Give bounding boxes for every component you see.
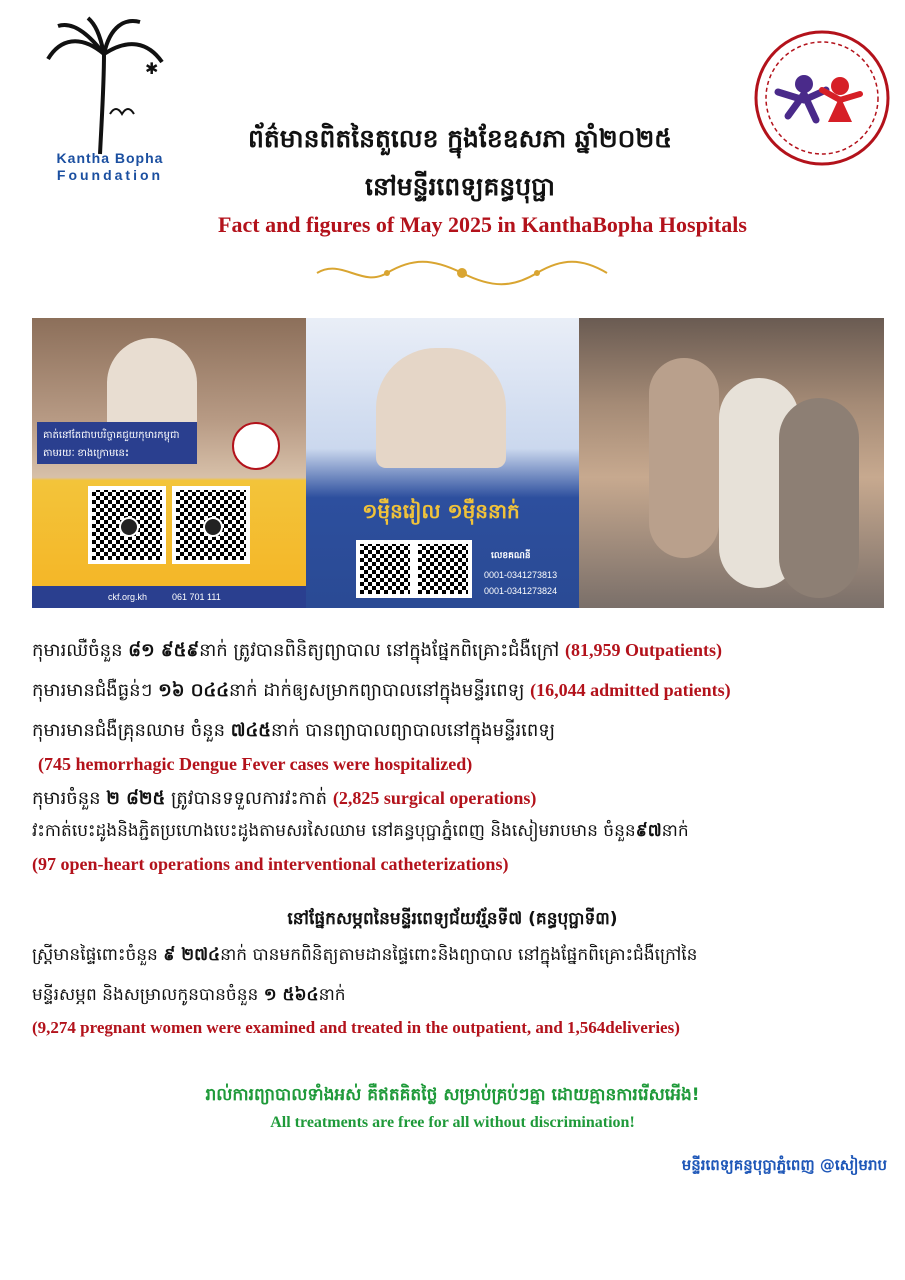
free-notice-english: All treatments are free for all without discrimination! — [270, 1114, 635, 1131]
qr-code-3[interactable] — [356, 540, 414, 598]
stat-dengue-english: (745 hemorrhagic Dengue Fever cases were hospitalized) — [38, 754, 473, 774]
stat-outpatients: កុមារឈឺចំនួន ៨១ ៩៥៩នាក់ ត្រូវបានពិនិត្យព្យាបាល នៅក្នុងផ្នែកពិគ្រោះជំងឺក្រៅ (81,959 Outpatients) — [32, 640, 722, 661]
footer-hospital-names: មន្ទីរពេទ្យគន្ធបុប្ផាភ្នំពេញ @សៀមរាប — [681, 1156, 887, 1174]
maternity-line2: មន្ទីរសម្ភព និងសម្រាលកូនបានចំនួន ១ ៥៦៤នាក់ — [32, 985, 346, 1005]
caption-box — [37, 422, 197, 464]
qr-code-2[interactable] — [172, 486, 250, 564]
stat-dengue: កុមារមានជំងឺគ្រុនឈាម ចំនួន ៧៤៥នាក់ បានព្យាបាលព្យាបាលនៅក្នុងមន្ទីរពេទ្យ — [32, 720, 556, 741]
account-number-1: 0001-0341273813 — [484, 570, 558, 580]
poster-website: ckf.org.kh — [108, 592, 148, 602]
photo-campaign-poster — [306, 318, 579, 608]
campaign-banner: ១ម៉ឺនរៀល ១ម៉ឺននាក់ — [362, 499, 520, 523]
seal-icon — [232, 422, 280, 470]
svg-text:✱: ✱ — [145, 59, 159, 78]
maternity-heading: នៅផ្នែកសម្ភពនៃមន្ទីរពេទ្យជ័យវរ្ម័នទី៧ (គន្ធបុប្ផាទី៣) — [287, 909, 618, 929]
stat-heart: វះកាត់បេះដូងនិងភ្ជិតប្រហោងបេះដូងតាមសរសៃឈាម នៅគន្ធបុប្ផាភ្នំពេញ និងសៀមរាបមាន ចំនួន៩៧នាក់ — [32, 821, 689, 841]
poster-footer-bar — [32, 586, 306, 608]
poster-caption-line1: គាត់នៅតែជាបបរិច្ចាគជួយកុមារកម្ពុជា — [43, 430, 180, 441]
photo-children-patients — [579, 318, 884, 608]
free-notice-khmer: រាល់ការព្យាបាលទាំងអស់ គឺឥតគិតថ្លៃ សម្រាប់គ្រប់ៗគ្នា ដោយគ្មានការរើសអើង! — [205, 1085, 700, 1105]
title-khmer-line2: នៅមន្ទីរពេទ្យគន្ធបុប្ផា — [365, 172, 555, 201]
kantha-bopha-logo — [40, 14, 180, 184]
qr-code-4[interactable] — [414, 540, 472, 598]
qr-code-1[interactable] — [88, 486, 166, 564]
account-number-2: 0001-0341273824 — [484, 586, 558, 596]
logo-text-line1: Kantha Bopha — [56, 150, 164, 166]
title-english: Fact and figures of May 2025 in KanthaBopha Hospitals — [218, 212, 747, 237]
photo-donation-poster — [32, 318, 306, 608]
stat-heart-english: (97 open-heart operations and interventional catheterizations) — [32, 854, 509, 874]
poster-phone: 061 701 111 — [172, 592, 221, 602]
maternity-line1: ស្ត្រីមានផ្ទៃពោះចំនួន ៩ ២៧៤នាក់ បានមកពិនិត្យតាមដានផ្ទៃពោះនិងព្យាបាល នៅក្នុងផ្នែកពិគ្រោះជំងឺក្រៅនៃ — [32, 945, 698, 965]
child-figure-3 — [779, 398, 859, 598]
stat-surgery: កុមារចំនួន ២ ៨២៥ ត្រូវបានទទួលការវះកាត់ (2,825 surgical operations) — [32, 788, 537, 809]
logo-text-line2: Foundation — [56, 167, 164, 183]
title-khmer-line1: ព័ត៌មានពិតនៃតួលេខ ក្នុងខែឧសភា ឆ្នាំ២០២៥ — [248, 124, 672, 153]
child-figure-1 — [649, 358, 719, 558]
decorative-ornament — [312, 258, 612, 288]
couple-figure — [376, 348, 506, 468]
foundation-seal-logo — [748, 24, 896, 172]
account-label: លេខគណនី — [491, 550, 531, 560]
maternity-english: (9,274 pregnant women were examined and treated in the outpatient, and 1,564deliveries) — [32, 1018, 680, 1037]
palm-tree-icon — [40, 14, 180, 164]
poster-caption-line2: តាមរយៈ ខាងក្រោមនេះ — [43, 448, 130, 459]
stat-admitted: កុមារមានជំងឺធ្ងន់ៗ ១៦ ០៤៤នាក់ ដាក់ឲ្យសម្រាកព្យាបាលនៅក្នុងមន្ទីរពេទ្យ (16,044 admitted patients) — [32, 680, 731, 701]
